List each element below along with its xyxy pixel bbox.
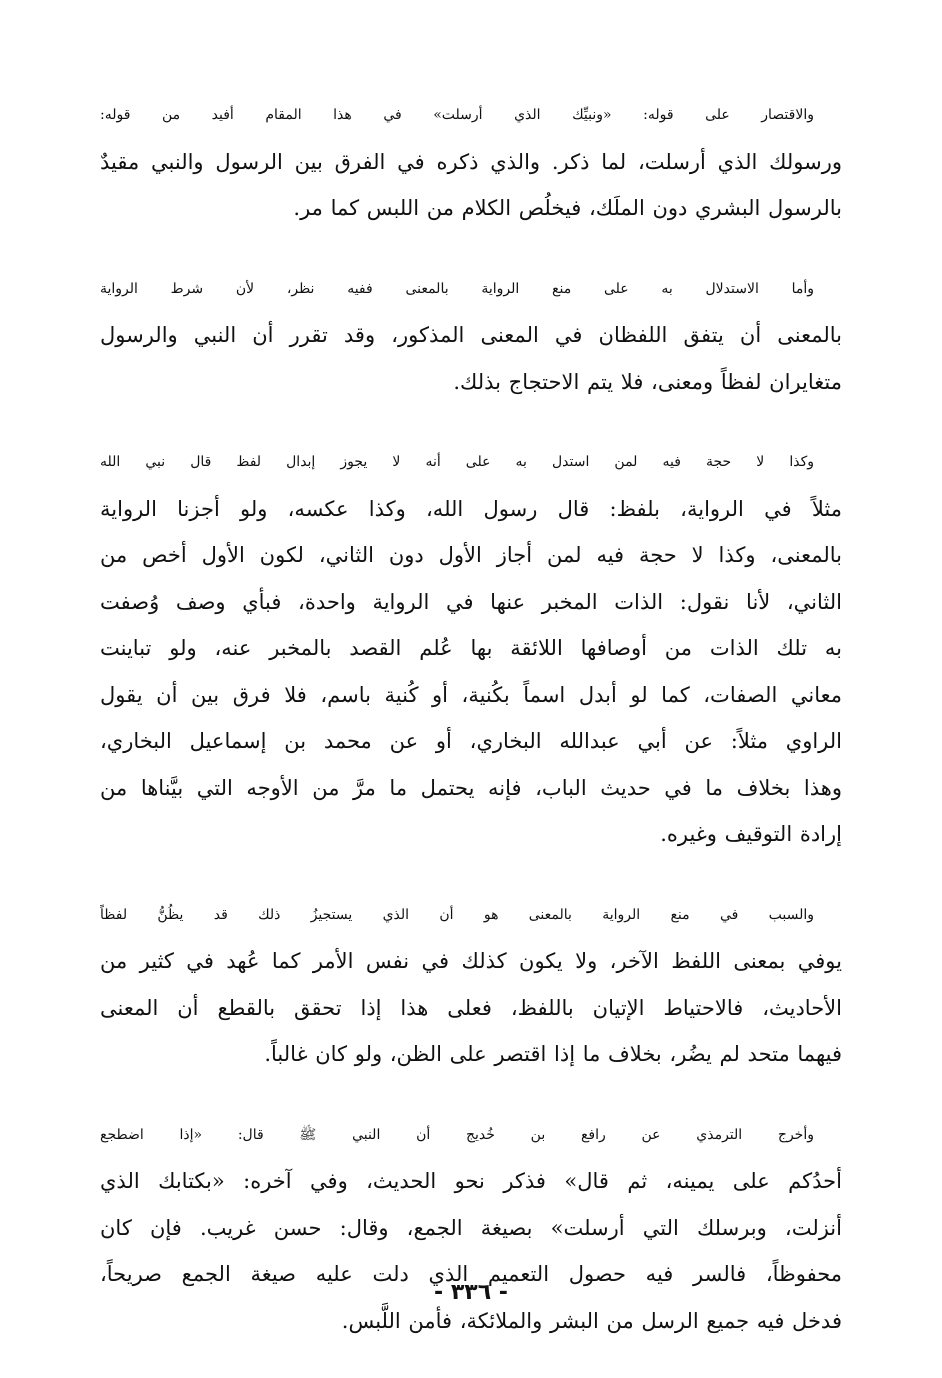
text-line: يوفي بمعنى اللفظ الآخر، ولا يكون كذلك في نفس الأمر كما عُهد في كثير من bbox=[100, 949, 842, 973]
text-line: أنزلت، وبرسلك التي أرسلت» بصيغة الجمع، وقال: حسن غريب. فإن كان bbox=[100, 1215, 842, 1240]
text-line: ورسولك الذي أرسلت، لما ذكر. والذي ذكره في الفرق بين الرسول والنبي مقيدٌ bbox=[100, 149, 842, 174]
text-line: الأحاديث، فالاحتياط الإتيان باللفظ، فعلى هذا إذا تحقق بالقطع أن المعنى bbox=[100, 995, 842, 1020]
text-line: فدخل فيه جميع الرسل من البشر والملائكة، فأمن اللَّبس. bbox=[341, 1308, 842, 1333]
page-number: - ٣٣٦ - bbox=[434, 1280, 508, 1305]
paragraph-1 bbox=[100, 92, 842, 232]
text-line: بالمعنى، وكذا لا حجة فيه لمن أجاز الأول دون الثاني، لكون الأول أخص من bbox=[100, 543, 842, 567]
text-line: الراوي مثلاً: عن أبي عبدالله البخاري، أو عن محمد بن إسماعيل البخاري، bbox=[100, 729, 842, 753]
text-line: فيهما متحد لم يضُر، بخلاف ما إذا اقتصر على الظن، ولو كان غالباً. bbox=[264, 1042, 842, 1066]
text-line: معاني الصفات، كما لو أبدل اسماً بكُنية، أو كُنية باسم، فلا فرق بين أن يقول bbox=[100, 682, 842, 707]
text-line: وأما الاستدلال به على منع الرواية بالمعنى ففيه نظر، لأن شرط الرواية bbox=[100, 280, 814, 297]
paragraph-3 bbox=[100, 439, 842, 858]
text-line: وأخرج الترمذي عن رافع بن خُديج أن النبي ﷺ قال: «إذا اضطجع bbox=[100, 1126, 814, 1143]
text-line: وكذا لا حجة فيه لمن استدل به على أنه لا يجوز إبدال لفظ قال نبي الله bbox=[100, 454, 814, 470]
text-line: متغايران لفظاً ومعنى، فلا يتم الاحتجاج بذلك. bbox=[453, 369, 842, 394]
text-line: أحدُكم على يمينه، ثم قال» فذكر نحو الحديث، وفي آخره: «بكتابك الذي bbox=[100, 1169, 842, 1193]
paragraph-4 bbox=[100, 892, 842, 1078]
text-line: بالمعنى أن يتفق اللفظان في المعنى المذكور، وقد تقرر أن النبي والرسول bbox=[100, 323, 842, 347]
text-line: مثلاً في الرواية، بلفظ: قال رسول الله، وكذا عكسه، ولو أجزنا الرواية bbox=[100, 496, 842, 521]
paragraph-5 bbox=[100, 1112, 842, 1345]
paragraph-2 bbox=[100, 266, 842, 406]
text-line: بالرسول البشري دون الملَك، فيخلُص الكلام من اللبس كما مر. bbox=[293, 196, 842, 220]
text-line: به تلك الذات من أوصافها اللائقة بها عُلم القصد بالمخبر عنه، ولو تباينت bbox=[100, 636, 842, 660]
page-body-text bbox=[100, 92, 842, 1378]
text-line: الثاني، لأنا نقول: الذات المخبر عنها في الرواية واحدة، فبأي وصف وُصفت bbox=[100, 589, 842, 614]
text-line: إرادة التوقيف وغيره. bbox=[660, 822, 842, 846]
text-line: وهذا بخلاف ما في حديث الباب، فإنه يحتمل ما مرَّ من الأوجه التي بيَّناها من bbox=[100, 775, 842, 800]
text-line: والسبب في منع الرواية بالمعنى هو أن الذي يستجيزُ ذلك قد يظُنُّ لفظاً bbox=[100, 906, 814, 923]
text-line: محفوظاً، فالسر فيه حصول التعميم الذي دلت عليه صيغة الجمع صريحاً، bbox=[100, 1262, 842, 1286]
text-line: والاقتصار على قوله: «ونبيِّك الذي أرسلت» في هذا المقام أفيد من قوله: bbox=[100, 107, 814, 123]
